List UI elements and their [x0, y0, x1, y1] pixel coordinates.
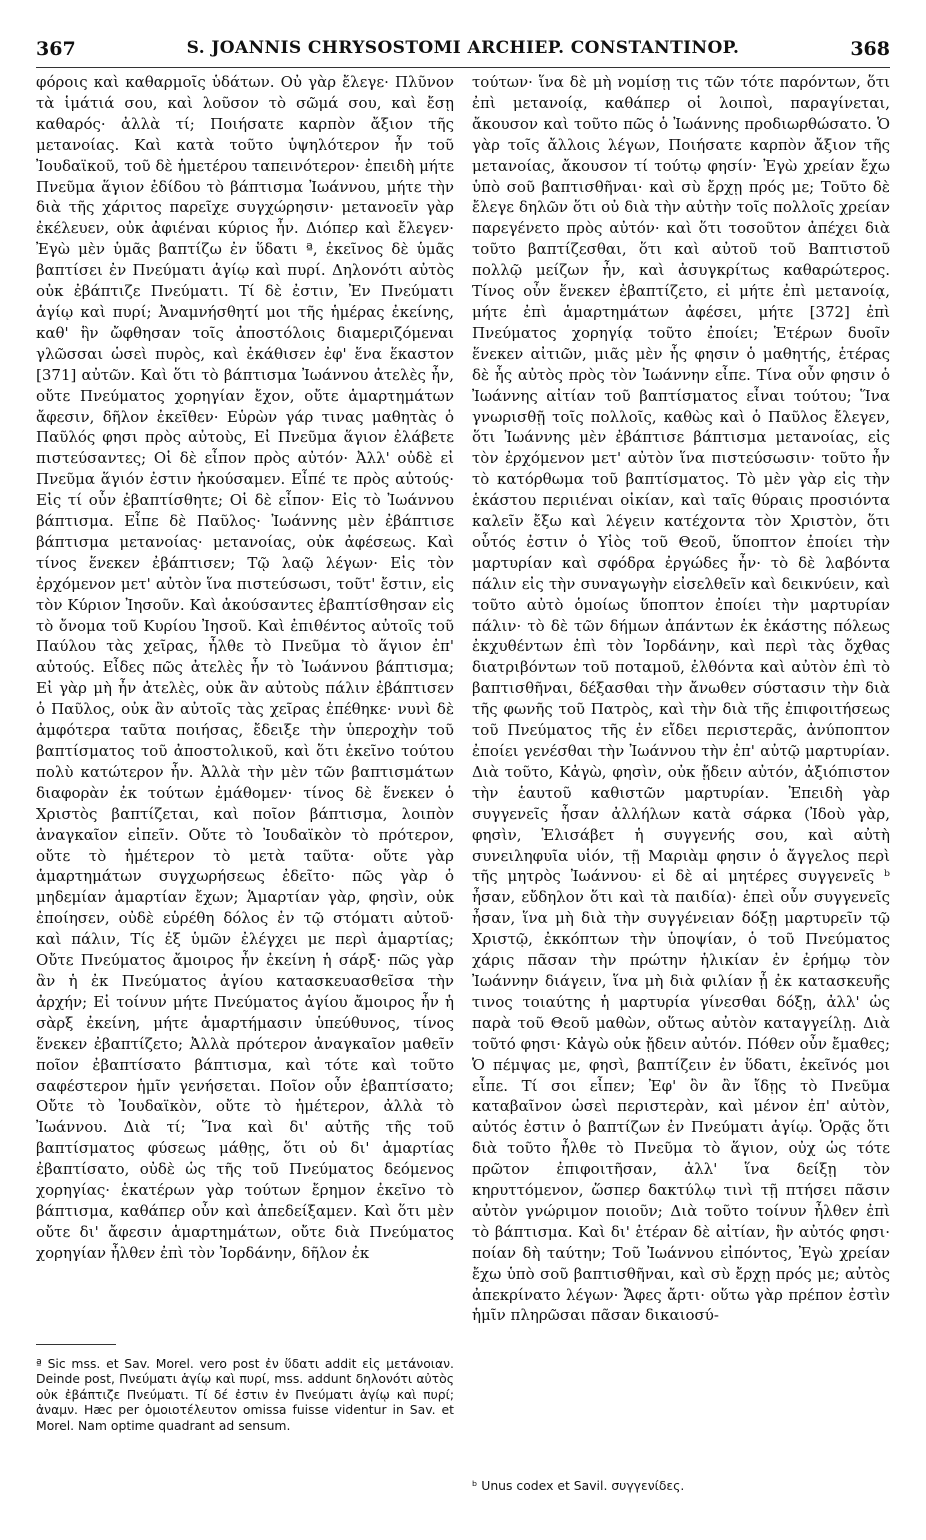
- footnote-rule: [36, 1344, 116, 1345]
- header-rule: [36, 67, 890, 68]
- page-number-left: 367: [36, 38, 76, 60]
- running-title: S. JOANNIS CHRYSOSTOMI ARCHIEP. CONSTANTINOP.: [186, 38, 740, 58]
- footnote-b: ᵇ Unus codex et Savil. συγγενίδες.: [472, 1478, 685, 1493]
- text-column-right: [472, 72, 890, 1340]
- column-text: τούτων· ἵνα δὲ μὴ νομίσῃ τις τῶν τότε παρόντων, ὅτι ἐπὶ μετανοίᾳ, καθάπερ οἱ λοιποὶ, παραγίνεται, ἄκουσον καὶ τοῦτο πῶς ὁ Ἰωάννης προδιωρθώσατο. Ὁ γὰρ τοῖς ἄλλοις λέγων, Ποιήσατε καρπὸν ἄξιον τῆς μετανοίας, ἄκουσον τί τούτῳ φησίν· Ἐγὼ χρείαν ἔχω ὑπὸ σοῦ βαπτισθῆναι· καὶ σὺ ἔρχῃ πρός με; Τοῦτο δὲ ἔλεγε δηλῶν ὅτι οὐ διὰ τὴν αὐτὴν τοῖς πολλοῖς χρείαν παρεγένετο πρὸς αὐτόν· καὶ ὅτι τοσοῦτον ἀπέχει διὰ τοῦτο βαπτίζεσθαι, ὅτι καὶ αὐτοῦ τοῦ Βαπτιστοῦ πολλῷ μείζων ἦν, καὶ ἀσυγκρίτως καθαρώτερος. Τίνος οὖν ἕνεκεν ἐβαπτίζετο, εἰ μήτε ἐπὶ μετανοίᾳ, μήτε ἐπὶ ἁμαρτημάτων ἀφέσει, μήτε [372] ἐπὶ Πνεύματος χορηγίᾳ τοῦτο ἐποίει; Ἑτέρων δυοῖν ἕνεκεν αἰτιῶν, μιᾶς μὲν ἧς φησιν ὁ μαθητής, ἑτέρας δὲ ἧς αὐτὸς πρὸς τὸν Ἰωάννην εἶπε. Τίνα οὖν φησιν ὁ Ἰωάννης αἰτίαν τοῦ βαπτίσματος εἶναι τούτου; Ἵνα γνωρισθῇ τοῖς πολλοῖς, καθὼς καὶ ὁ Παῦλος ἔλεγεν, ὅτι Ἰωάννης μὲν ἐβάπτισε βάπτισμα μετανοίας, εἰς τὸν ἐρχόμενον μετ' αὐτὸν ἵνα πιστεύσωσιν· τοῦτο ἦν τὸ κατόρθωμα τοῦ βαπτίσματος. Τὸ μὲν γὰρ εἰς τὴν ἑκάστου περιιέναι οἰκίαν, καὶ ταῖς θύραις προσιόντα καλεῖν ἔξω καὶ λέγειν κατέχοντα τὸν Χριστὸν, ὅτι οὗτός ἐστιν ὁ Υἱὸς τοῦ Θεοῦ, ὕποπτον ἐποίει τὴν μαρτυρίαν καὶ σφόδρα ἐργώδες ἦν· τὸ δὲ λαβόντα πάλιν εἰς τὴν συναγωγὴν εἰσελθεῖν καὶ δεικνύειν, καὶ τοῦτο αὐτὸ ὁμοίως ὕποπτον ἐποίει τὴν μαρτυρίαν πάλιν· τὸ δὲ τῶν δήμων ἁπάντων ἐκ ἑκάστης πόλεως ἐκχυθέντων ἐπὶ τὸν Ἰορδάνην, καὶ περὶ τὰς ὄχθας διατριβόντων τοῦ ποταμοῦ, ἐλθόντα καὶ αὐτὸν ἐπὶ τὸ βαπτισθῆναι, δέξασθαι τὴν ἄνωθεν σύστασιν τὴν διὰ τῆς φωνῆς τοῦ Πατρὸς, καὶ τὴν διὰ τῆς ἐπιφοιτήσεως τοῦ Πνεύματος τῆς ἐν εἴδει περιστερᾶς, ἀνύποπτον ἐποίει γενέσθαι τὴν Ἰωάννου τὴν ἐπ' αὐτῷ μαρτυρίαν. Διὰ τοῦτο, Κἀγὼ, φησὶν, οὐκ ᾔδειν αὐτόν, ἀξιόπιστον τὴν ἑαυτοῦ καθιστῶν μαρτυρίαν. Ἐπειδὴ γὰρ συγγενεῖς ἦσαν ἀλλήλων κατὰ σάρκα (Ἰδοὺ γὰρ, φησὶν, Ἐλισάβετ ἡ συγγενής σου, καὶ αὐτὴ συνειληφυῖα υἱόν, τῇ Μαριὰμ φησιν ὁ ἄγγελος περὶ τῆς μητρὸς Ἰωάννου· εἰ δὲ αἱ μητέρες συγγενεῖς ᵇ ἦσαν, εὔδηλον ὅτι καὶ τὰ παιδία)· ἐπεὶ οὖν συγγενεῖς ἦσαν, ἵνα μὴ διὰ τὴν συγγένειαν δόξῃ μαρτυρεῖν τῷ Χριστῷ, ἐκκόπτων τὴν ὑποψίαν, ὁ τοῦ Πνεύματος χάρις πᾶσαν τὴν πρώτην ἡλικίαν ἐν ἐρήμῳ τὸν Ἰωάννην διάγειν, ἵνα μὴ διὰ φιλίαν ᾖ ἐκ κατασκευῆς τινος τοιαύτης ἡ μαρτυρία γίνεσθαι δόξῃ, ἀλλ' ὡς παρὰ τοῦ Θεοῦ μαθὼν, οὕτως αὐτὸν καταγγείλῃ. Διὰ τοῦτό φησι· Κἀγὼ οὐκ ᾔδειν αὐτόν. Πόθεν οὖν ἔμαθες; Ὁ πέμψας με, φησὶ, βαπτίζειν ἐν ὕδατι, ἐκεῖνός μοι εἶπε. Τί σοι εἶπεν; Ἐφ' ὃν ἂν ἴδῃς τὸ Πνεῦμα καταβαῖνον ὡσεὶ περιστερὰν, καὶ μένον ἐπ' αὐτὸν, αὐτός ἐστιν ὁ βαπτίζων ἐν Πνεύματι ἁγίῳ. Ὁρᾷς ὅτι διὰ τοῦτο ἦλθε τὸ Πνεῦμα τὸ ἅγιον, οὐχ ὡς τότε πρῶτον ἐπιφοιτῆσαν, ἀλλ' ἵνα δείξῃ τὸν κηρυττόμενον, ὥσπερ δακτύλῳ τινὶ τῇ πτήσει πᾶσιν αὐτὸν γνώριμον ποιοῦν; Διὰ τοῦτο τοίνυν ἦλθεν ἐπὶ τὸ βάπτισμα. Καὶ δι' ἑτέραν δὲ αἰτίαν, ἣν αὐτός φησι· ποίαν δὴ ταύτην; Τοῦ Ἰωάννου εἰπόντος, Ἐγὼ χρείαν ἔχω ὑπὸ σοῦ βαπτισθῆναι, καὶ σὺ ἔρχῃ πρός με; αὐτὸς ἀπεκρίνατο λέγων· Ἄφες ἄρτι· οὕτω γὰρ πρέπον ἐστὶν ἡμῖν πληρῶσαι πᾶσαν δικαιοσύ-: [472, 73, 890, 1325]
- footnote-a: ª Sic mss. et Sav. Morel. vero post ἐν ὕδατι addit εἰς μετάνοιαν. Deinde post, Πνεύματι ἁγίῳ καὶ πυρί, mss. addunt δηλονότι αὐτὸς οὐκ ἐβάπτιζε Πνεύματι. Τί δέ ἐστιν ἐν Πνεύματι ἁγίῳ καὶ πυρί; ἀναμν. Hæc per ὁμοιοτέλευτον omissa fuisse videntur in Sav. et Morel. Nam optime quadrant ad sensum.: [36, 1356, 454, 1433]
- page-header: [36, 38, 890, 64]
- column-text: φόροις καὶ καθαρμοῖς ὑδάτων. Οὐ γὰρ ἔλεγε· Πλῦνον τὰ ἱμάτιά σου, καὶ λοῦσον τὸ σῶμά σου, καὶ ἔσῃ καθαρός· ἀλλὰ τί; Ποιήσατε καρπὸν ἄξιον τῆς μετανοίας. Καὶ κατὰ τοῦτο ὑψηλότερον ἦν τοῦ Ἰουδαϊκοῦ, τοῦ δὲ ἡμετέρου ταπεινότερον· ἐπειδὴ μήτε Πνεῦμα ἅγιον ἐδίδου τὸ βάπτισμα Ἰωάννου, μήτε τὴν διὰ τῆς χάριτος παρεῖχε συγχώρησιν· μετανοεῖν γὰρ ἐκέλευεν, οὐκ ἀφιέναι κύριος ἦν. Διόπερ καὶ ἔλεγεν· Ἐγὼ μὲν ὑμᾶς βαπτίζω ἐν ὕδατι ª, ἐκεῖνος δὲ ὑμᾶς βαπτίσει ἐν Πνεύματι ἁγίῳ καὶ πυρί. Δηλονότι αὐτὸς οὐκ ἐβάπτιζε Πνεύματι. Τί δὲ ἐστιν, Ἐν Πνεύματι ἁγίῳ καὶ πυρί; Ἀναμνήσθητί μοι τῆς ἡμέρας ἐκείνης, καθ' ἣν ὤφθησαν τοῖς ἀποστόλοις διαμεριζόμεναι γλῶσσαι ὡσεὶ πυρὸς, καὶ ἐκάθισεν ἐφ' ἕνα ἕκαστον [371] αὐτῶν. Καὶ ὅτι τὸ βάπτισμα Ἰωάννου ἀτελὲς ἦν, οὔτε Πνεύματος χορηγίαν ἔχον, οὔτε ἁμαρτημάτων ἄφεσιν, δῆλον ἐκεῖθεν· Εὑρὼν γάρ τινας μαθητὰς ὁ Παῦλός φησι πρὸς αὐτοὺς, Εἰ Πνεῦμα ἅγιον ἐλάβετε πιστεύσαντες; Οἱ δὲ εἶπον πρὸς αὐτόν· Ἀλλ' οὐδὲ εἰ Πνεῦμα ἅγιόν ἐστιν ἠκούσαμεν. Εἶπέ τε πρὸς αὐτούς· Εἰς τί οὖν ἐβαπτίσθητε; Οἱ δὲ εἶπον· Εἰς τὸ Ἰωάννου βάπτισμα. Εἶπε δὲ Παῦλος· Ἰωάννης μὲν ἐβάπτισε βάπτισμα μετανοίας· μετανοίας, οὐκ ἀφέσεως. Καὶ τίνος ἕνεκεν ἐβάπτισεν; Τῷ λαῷ λέγων· Εἰς τὸν ἐρχόμενον μετ' αὐτὸν ἵνα πιστεύσωσι, τοῦτ' ἔστιν, εἰς τὸν Κύριον Ἰησοῦν. Καὶ ἀκούσαντες ἐβαπτίσθησαν εἰς τὸ ὄνομα τοῦ Κυρίου Ἰησοῦ. Καὶ ἐπιθέντος αὐτοῖς τοῦ Παύλου τὰς χεῖρας, ἦλθε τὸ Πνεῦμα τὸ ἅγιον ἐπ' αὐτούς. Εἶδες πῶς ἀτελὲς ἦν τὸ Ἰωάννου βάπτισμα; Εἰ γὰρ μὴ ἦν ἀτελὲς, οὐκ ἂν αὐτοὺς πάλιν ἐβάπτισεν ὁ Παῦλος, οὐκ ἂν αὐτοῖς τὰς χεῖρας ἐπέθηκε· νυνὶ δὲ ἀμφότερα ταῦτα ποιήσας, ἔδειξε τὴν ὑπεροχὴν τοῦ βαπτίσματος τοῦ ἀποστολικοῦ, καὶ ὅτι ἐκεῖνο τούτου πολὺ κατώτερον ἦν. Ἀλλὰ τὴν μὲν τῶν βαπτισμάτων διαφορὰν ἐκ τούτων ἐμάθομεν· τίνος δὲ ἕνεκεν ὁ Χριστὸς βαπτίζεται, καὶ ποῖον βάπτισμα, λοιπὸν ἀναγκαῖον εἰπεῖν. Οὔτε τὸ Ἰουδαϊκὸν τὸ πρότερον, οὔτε τὸ ἡμέτερον τὸ μετὰ ταῦτα· οὔτε γὰρ ἁμαρτημάτων συγχωρήσεως ἐδεῖτο· πῶς γὰρ ὁ μηδεμίαν ἁμαρτίαν ἔχων; Ἁμαρτίαν γὰρ, φησὶν, οὐκ ἐποίησεν, οὐδὲ εὑρέθη δόλος ἐν τῷ στόματι αὐτοῦ· καὶ πάλιν, Τίς ἐξ ὑμῶν ἐλέγχει με περὶ ἁμαρτίας; Οὔτε Πνεύματος ἄμοιρος ἦν ἐκείνη ἡ σάρξ· πῶς γὰρ ἂν ἡ ἐκ Πνεύματος ἁγίου κατασκευασθεῖσα τὴν ἀρχήν; Εἰ τοίνυν μήτε Πνεύματος ἁγίου ἄμοιρος ἦν ἡ σὰρξ ἐκείνη, μήτε ἁμαρτήμασιν ὑπεύθυνος, τίνος ἕνεκεν ἐβαπτίζετο; Ἀλλὰ πρότερον ἀναγκαῖον μαθεῖν ποῖον ἐβαπτίσατο βάπτισμα, καὶ τότε καὶ τοῦτο σαφέστερον ἡμῖν γενήσεται. Ποῖον οὖν ἐβαπτίσατο; Οὔτε τὸ Ἰουδαϊκὸν, οὔτε τὸ ἡμέτερον, ἀλλὰ τὸ Ἰωάννου. Διὰ τί; Ἵνα καὶ δι' αὐτῆς τῆς τοῦ βαπτίσματος φύσεως μάθῃς, ὅτι οὐ δι' ἁμαρτίας ἐβαπτίσατο, οὐδὲ ὡς τῆς τοῦ Πνεύματος δεόμενος χορηγίας· ἑκατέρων γὰρ τούτων ἔρημον ἐκεῖνο τὸ βάπτισμα, καθάπερ οὖν καὶ ἀπεδείξαμεν. Καὶ ὅτι μὲν οὔτε δι' ἄφεσιν ἁμαρτημάτων, οὔτε διὰ Πνεύματος χορηγίαν ἦλθεν ἐπὶ τὸν Ἰορδάνην, δῆλον ἐκ: [36, 73, 454, 1262]
- page-number-right: 368: [850, 38, 890, 60]
- text-column-left: [36, 72, 454, 1340]
